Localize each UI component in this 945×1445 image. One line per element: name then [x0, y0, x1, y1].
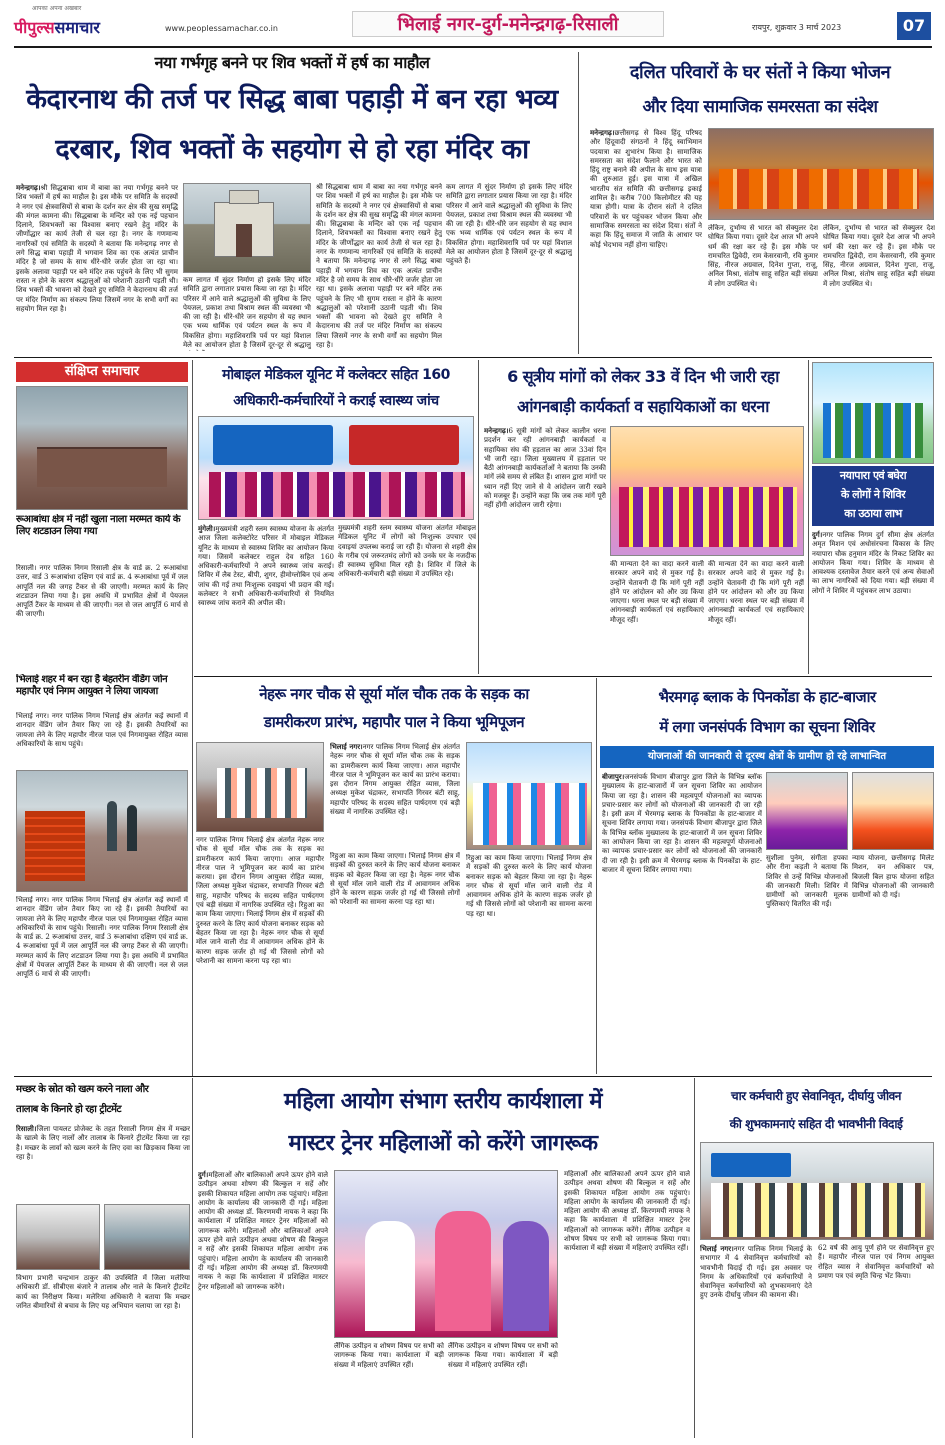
- a3-dateline: मुंगेली।: [198, 524, 216, 533]
- a1-body: [16, 183, 178, 351]
- a9-body: [700, 1244, 812, 1436]
- a8-body-col4-extra: लैंगिक उत्पीड़न व शोषण विषय पर सभी को जागरूक किया गया। कार्यशाला में बड़ी संख्या में महिलाएं उपस्थित रहीं।: [564, 1225, 690, 1253]
- a8-body-text-repeat: महिलाओं और बालिकाओं अपने ऊपर होने वाले उत्पीड़न अथवा शोषण की बिल्कुल न सहें और इसकी शिकायत महिला आयोग तक पहुंचाएं। महिला आयोग के कार्यालय की जानकारी दी गई। महिला आयोग की अध्यक्ष डॉ. किरणमयी नायक ने कहा कि कार्यशाला में प्रशिक्षित मास्टर ट्रेनर महिलाओं को जागरूक करेंगे।: [198, 1226, 328, 1291]
- a7-body2-text: सुशीला पुनेम, संगीता हपका और रीना कड़ती ने बताया कि शिविर से उन्हें विभिन्न योजनाओं की जानकारी मिली। शिविर में ग्रामीणों को जानकारी मूलक पुस्तिकाएं वितरित की गईं।: [766, 854, 848, 909]
- masthead-divider: [14, 46, 932, 48]
- city-banner: भिलाई नगर-दुर्ग-मनेन्द्रगढ़-रिसाली: [352, 11, 664, 37]
- row-divider-2: [194, 676, 932, 677]
- a9-dateline: भिलाई नगर।: [700, 1244, 734, 1253]
- page-number: 07: [897, 12, 931, 40]
- a3-title-line2: अधिकारी-कर्मचारियों ने कराई स्वास्थ्य जांच: [233, 393, 439, 409]
- column-divider: [192, 1078, 193, 1438]
- a4-protest-photo: [610, 426, 804, 556]
- brief-body-1: रिसाली। नगर पालिक निगम रिसाली क्षेत्र के वार्ड क्र. 2 रूआबांधा उत्तर, वार्ड 3 रूआबांधा दक्षिण एवं वार्ड क्र. 4 रूआबांधा पूर्व में जल आपूर्ति नल की जगह टैंकर से की जाएगी। मरम्मत कार्य के लिए शटडाउन लिया गया है। इस अवधि में प्रभावित क्षेत्रों में पेयजल आपूर्ति टैंकर के माध्यम से की जाएगी। नल से जल आपूर्ति 6 मार्च से की जाएगी।: [16, 564, 188, 619]
- a2-title-line1: दलित परिवारों के घर संतों ने किया भोजन: [629, 62, 891, 83]
- mosquito-body2-text: विभाग प्रभारी चन्द्रभान ठाकुर की उपस्थिति में जिला मलेरिया अधिकारी डॉ. सीबीएस बंजारे ने तालाब और नाले के किनारे ट्रीटमेंट कार्य का निरीक्षण किया। मलेरिया अधिकारी ने बताया कि मच्छर जनित बीमारियों से बचाव के लिए यह अभियान चलाया जा रहा है।: [16, 1274, 190, 1310]
- a7-body3-text: न्याय योजना, छत्तीसगढ़ मिलेट मिशन, वन अधिकार पत्र, बिजली बिल हाफ योजना सहित विभिन्न योजनाओं की जानकारी ग्रामीणों को दी गई।: [852, 854, 934, 900]
- a1-body-col4-text: कम लागत में सुंदर निर्माण हो इसके लिए मंदिर समिति द्वारा लगातार प्रयास किया जा रहा है। मंदिर परिसर में आने वाले श्रद्धालुओं की सुविधा के लिए पेयजल, प्रकाश तथा विश्राम स्थल की व्यवस्था भी की जा रही है। धीरे-धीरे जन सहयोग से यह स्थान एक भव्य धार्मिक एवं पर्यटन स्थल के रूप में विकसित होगा। महाशिवरात्रि पर्व पर यहां विशाल मेले का आयोजन होता है जिसमें दूर-दूर से श्रद्धालु पहुंचते हैं।: [446, 183, 572, 266]
- a1-title-line2: दरबार, शिव भक्तों के सहयोग से हो रहा मंदिर का: [55, 134, 529, 165]
- a1-body2-text: कम लागत में सुंदर निर्माण हो इसके लिए मंदिर समिति द्वारा लगातार प्रयास किया जा रहा है। मंदिर परिसर में आने वाले श्रद्धालुओं की सुविधा के लिए पेयजल, प्रकाश तथा विश्राम स्थल की व्यवस्था भी की जा रही है। धीरे-धीरे जन सहयोग से यह स्थान एक भव्य धार्मिक एवं पर्यटन स्थल के रूप में विकसित होगा। महाशिवरात्रि पर्व पर यहां विशाल मेले का आयोजन होता है जिसमें दूर-दूर से श्रद्धालु: [183, 276, 311, 350]
- a7-body-text: जनसंपर्क विभाग बीजापुर द्वारा जिले के विभिन्न ब्लॉक मुख्यालय के हाट-बाजारों में जन सूचना शिविर का आयोजन किया जा रहा है। शासन की महत्वपूर्ण योजनाओं का व्यापक प्रचार-प्रसार कर लोगों को योजनाओं की जानकारी दी जा रही है। इसी क्रम में भैरमगढ़ ब्लाक के पिनकोंडा के हाट-बाजार में सूचना शिविर लगाया गया।: [602, 773, 762, 828]
- a4-dateline: मनेन्द्रगढ़।: [484, 426, 509, 435]
- issue-date: रायपुर, शुक्रवार 3 मार्च 2023: [752, 23, 842, 32]
- a1-temple-photo: [183, 183, 311, 273]
- a6-body-col4-text: रिहुआ का काम किया जाएगा। भिलाई निगम क्षेत्र में सड़कों की दुरुस्त करने के लिए कार्य योजना बनाकर सड़क को बेहतर किया जा रहा है। नेहरू नगर चौक से सूर्या मॉल जाने वाली रोड में आवागमन अधिक होने के कारण सड़क जर्जर हो गई थी जिससे लोगों को परेशानी का सामना करना पड़ रहा था।: [466, 854, 592, 918]
- a9-body2-text: 62 वर्ष की आयु पूर्ण होने पर सेवानिवृत्त हुए हैं। महापौर नीरज पाल एवं निगम आयुक्त रोहित व्यास ने सेवानिवृत्त कर्मचारियों को प्रमाण पत्र एवं स्मृति चिन्ह भेंट किया।: [818, 1244, 934, 1280]
- a1-title-line1: केदारनाथ की तर्ज पर सिद्ध बाबा पहाड़ी में बन रहा भव्य: [26, 84, 558, 115]
- a3-body2-text: मुख्यमंत्री शहरी स्लम स्वास्थ्य योजना अंतर्गत मोबाइल मेडिकल यूनिट में लोगों को निःशुल्क उपचार एवं दवाइयां उपलब्ध कराई जा रही हैं। योजना से शहरी क्षेत्र के गरीब एवं जरूरतमंद लोगों को उनके घर के नजदीक ही स्वास्थ्य सुविधा मिल रही है। शिविर में जिले के अधिकारी-कर्मचारी बड़ी संख्या में उपस्थित रहे।: [338, 524, 476, 579]
- a4-body-text: 6 सूत्री मांगों को लेकर कालीन धरना प्रदर्शन कर रही आंगनबाड़ी कार्यकर्ता व सहायिका संघ की हड़ताल का आज 33वां दिन भी जारी रहा। जिला मुख्यालय में हड़ताल पर बैठी आंगनबाड़ी कार्यकर्ताओं ने बताया कि उनकी मांगें लंबे समय से लंबित हैं। शासन द्वारा मांगों पर ध्यान नहीं दिए जाने से वे आंदोलन जारी रखने को मजबूर हैं। उन्होंने कहा कि जब तक मांगें पूरी नहीं होंगी आंदोलन जारी रहेगा।: [484, 427, 606, 510]
- a6-body2-text: रिहुआ का काम किया जाएगा। भिलाई निगम क्षेत्र में सड़कों की दुरुस्त करने के लिए कार्य योजना बनाकर सड़क को बेहतर किया जा रहा है। नेहरू नगर चौक से सूर्या मॉल जाने वाली रोड में आवागमन अधिक होने के कारण सड़क जर्जर हो गई थी जिससे लोगों को परेशानी का सामना करना पड़ रहा था।: [330, 852, 460, 907]
- a2-body-col3: [823, 224, 935, 354]
- a8-body: [198, 1170, 328, 1436]
- a1-body-col3-text: श्री सिद्धबाबा धाम में बाबा का नया गर्भगृह बनने पर शिव भक्तों में हर्ष का माहौल है। इस मौके पर समिति के सदस्यों ने नगर एवं क्षेत्रवासियों से बाबा के दर्शन कर क्षेत्र की सुख समृद्धि की मंगल कामना की। सिद्धबाबा के मन्दिर को एक नई पहचान दिलाने, शिवभक्तों का विश्वास बनाए रखने हेतु मंदिर के जीर्णोद्धार का कार्य तेजी से चल रहा है। नगर के गणमान्य नागरिकों एवं समिति के सदस्यों ने बताया कि मनेन्द्रगढ़ नगर से लगे सिद्ध बाबा पहाड़ी में भगवान शिव का एक अत्यंत प्राचीन मंदिर है जो समय के साथ धीरे-धीरे जर्जर होता जा रहा था। इसके अलावा पहाड़ी पर बने मंदिर तक पहुंचने के लिए भी सुगम रास्ता न होने के कारण श्रद्धालुओं को परेशानी उठानी पड़ती थी। शिव भक्तों की भावना को देखते हुए समिति ने केदारनाथ की तर्ज पर मंदिर निर्माण का संकल्प लिया जिसमें नगर के सभी वर्गों का सहयोग मिल रहा है।: [316, 183, 442, 350]
- a3-title-line1: मोबाइल मेडिकल यूनिट में कलेक्टर सहित 160: [222, 367, 450, 383]
- a8-body2-text: लैंगिक उत्पीड़न व शोषण विषय पर सभी को जागरूक किया गया। कार्यशाला में बड़ी संख्या में महिलाएं उपस्थित रहीं।: [334, 1342, 444, 1369]
- a1-body-continued: [183, 276, 311, 351]
- a3-body: [198, 524, 334, 672]
- row-divider-3: [14, 1076, 932, 1077]
- a6-body-col3: [330, 852, 460, 1072]
- a5-body-text: नगर पालिक निगम दुर्ग सीमा क्षेत्र अंतर्गत अमृत मिशन एवं अधोसंरचना विकास के लिए नयापारा चौक हनुमान मंदिर के निकट शिविर का आयोजन किया गया। शिविर के माध्यम से आवश्यक दस्तावेज तैयार करने एवं अन्य सेवाओं का लाभ नागरिकों को दिया गया। बड़ी संख्या में लोगों ने शिविर में पहुंचकर लाभ उठाया।: [812, 531, 934, 595]
- brief-body-1-cont-text: रिसाली। नगर पालिक निगम रिसाली क्षेत्र के वार्ड क्र. 2 रूआबांधा उत्तर, वार्ड 3 रूआबांधा दक्षिण एवं वार्ड क्र. 4 रूआबांधा पूर्व में जल आपूर्ति नल की जगह टैंकर से की जाएगी। मरम्मत कार्य के लिए शटडाउन लिया गया है। इस अवधि में प्रभावित क्षेत्रों में पेयजल आपूर्ति टैंकर के माध्यम से की जाएगी। नल से जल आपूर्ति 6 मार्च से की जाएगी।: [16, 923, 188, 979]
- brief-news-label: संक्षिप्त समाचार: [16, 362, 188, 382]
- a6-title-line1: नेहरू नगर चौक से सूर्या मॉल चौक तक के सड़क का: [259, 685, 529, 703]
- a2-dateline: मनेन्द्रगढ़।: [590, 128, 615, 137]
- a8-body-col4: [564, 1170, 690, 1436]
- column-divider: [578, 52, 579, 354]
- column-divider: [808, 360, 809, 674]
- a1-body-col4: [446, 183, 572, 351]
- mosquito-body-continued: [16, 1274, 190, 1434]
- mosquito-body: [16, 1124, 190, 1200]
- a6-body-col2: [330, 742, 460, 848]
- a4-body-col3-text: की मान्यता देने का वादा करने वाली सरकार अपने वादे से मुकर गई है। उन्होंने चेतावनी दी कि मांगें पूरी नहीं होने पर आंदोलन को और उग्र किया जाएगा। धरना स्थल पर बड़ी संख्या में आंगनबाड़ी कार्यकर्ता एवं सहायिकाएं मौजूद रहीं।: [708, 560, 804, 624]
- a6-dateline: भिलाई नगर।: [330, 742, 363, 751]
- a4-title-line2: आंगनबाड़ी कार्यकर्ता व सहायिकाओं का धरना: [517, 397, 769, 416]
- a2-body-col3-text: लेकिन, दुर्भाग्य से भारत को सेक्युलर देश घोषित किया गया। दूसरे देश आज भी अपने धर्म की रक्षा कर रहे हैं। इस मौके पर रामचरित द्विवेदी, राम केसरवानी, रवि कुमार सिंह, नीरज अग्रवाल, दिनेश गुप्ता, राजू, अनिल मिश्रा, संतोष साहू सहित बड़ी संख्या में लोग उपस्थित थे।: [823, 224, 935, 288]
- a4-body-col2: [610, 560, 704, 672]
- a8-dateline: दुर्ग।: [198, 1170, 209, 1179]
- a6-body-text: नगर पालिक निगम भिलाई क्षेत्र अंतर्गत नेहरू नगर चौक से सूर्या मॉल चौक तक के सड़क का डामरीकरण कार्य किया जाएगा। आज महापौर नीरज पाल ने भूमिपूजन कर कार्य का प्रारंभ कराया। इस दौरान निगम आयुक्त रोहित व्यास, जिला अध्यक्ष मुकेश चंद्राकर, सभापति गिरवर बंटी साहू, महापौर परिषद के सदस्य सहित पार्षदगण एवं बड़ी संख्या में नागरिक उपस्थित रहे।: [330, 743, 460, 817]
- mosquito-dateline: रिसाली।: [16, 1124, 37, 1133]
- a4-title-line1: 6 सूत्रीय मांगों को लेकर 33 वें दिन भी जारी रहा: [507, 367, 779, 386]
- a5-title-line1: नयापारा एवं बघेरा: [839, 469, 907, 482]
- column-divider: [478, 360, 479, 674]
- a8-lamp-lighting-photo: [334, 1170, 558, 1338]
- a9-title-line2: की शुभकामनाएं सहित दी भावभीनी विदाई: [729, 1117, 903, 1131]
- logo-right: समाचार: [54, 18, 100, 37]
- a7-body-col2: [766, 854, 848, 1072]
- a5-title-line2: के लोगों ने शिविर: [840, 488, 906, 501]
- a7-body-col3: [852, 854, 934, 1072]
- a7-camp-photo-2: [852, 772, 934, 850]
- a1-body-col3: [316, 183, 442, 351]
- a4-body: [484, 426, 606, 672]
- a6-body-col4: [466, 854, 592, 1072]
- column-divider: [192, 360, 193, 1076]
- a7-title-line2: में लगा जनसंपर्क विभाग का सूचना शिविर: [659, 718, 875, 736]
- brief-body-2-continued: [16, 896, 188, 1072]
- a5-dateline: दुर्ग।: [812, 530, 823, 539]
- a3-body-col2: [338, 524, 476, 672]
- website-url[interactable]: www.peoplessamachar.co.in: [165, 24, 278, 33]
- a1-dateline: मनेन्द्रगढ़।: [16, 183, 41, 192]
- a2-body-text: छत्तीसगढ़ से विश्व हिंदू परिषद और हिंदूवादी संगठनों ने हिंदू स्वाभिमान पदयात्रा का शुभारंभ किया है। सामाजिक समरसता का संदेश फैलाने और भारत को हिंदू राष्ट्र बनाने की अपील के साथ इस यात्रा की शुरुआत हुई। इस यात्रा में अखिल भारतीय संत समिति की छत्तीसगढ़ इकाई शामिल है। करीब 700 किलोमीटर की यह यात्रा होगी। यात्रा के दौरान संतों ने दलित परिवारों के घर पहुंचकर भोजन किया और सामाजिक समरसता का संदेश दिया। संतों ने कहा कि हिंदू समाज में जाति के आधार पर कोई भेदभाव नहीं होना चाहिए।: [590, 129, 702, 249]
- a7-title-line1: भैरमगढ़ ब्लाक के पिनकोंडा के हाट-बाजार: [658, 688, 876, 706]
- a6-body-col1-text: नगर पालिक निगम भिलाई क्षेत्र अंतर्गत नेहरू नगर चौक से सूर्या मॉल चौक तक के सड़क का डामरीकरण कार्य किया जाएगा। आज महापौर नीरज पाल ने भूमिपूजन कर कार्य का प्रारंभ कराया। इस दौरान निगम आयुक्त रोहित व्यास, जिला अध्यक्ष मुकेश चंद्राकर, सभापति गिरवर बंटी साहू, महापौर परिषद के सदस्य सहित पार्षदगण एवं बड़ी संख्या में नागरिक उपस्थित रहे।: [196, 836, 324, 910]
- a8-title-line1: महिला आयोग संभाग स्तरीय कार्यशाला में: [283, 1089, 603, 1114]
- a7-body: [602, 772, 762, 1072]
- brief-body-2-cont-text: भिलाई नगर। नगर पालिक निगम भिलाई क्षेत्र अंतर्गत कई स्थानों में शानदार वेंडिंग जोन तैयार किए जा रहे हैं। इसकी तैयारियों का जायजा लेने के लिए महापौर नीरज पाल एवं निगमायुक्त रोहित व्यास अधिकारियों के साथ पहुंचे।: [16, 896, 188, 932]
- a8-title-line2: मास्टर ट्रेनर महिलाओं को करेंगे जागरूक: [288, 1131, 598, 1156]
- brief-headline-2: भिलाई शहर में बन रहा है बेहतरीन वेंडिंग जोन महापौर एवं निगम आयुक्त ने लिया जायजा: [16, 674, 168, 697]
- mosquito-photo-2: [104, 1204, 190, 1270]
- a6-body: [196, 836, 324, 1072]
- a5-title-line3: का उठाया लाभ: [844, 507, 902, 520]
- a7-dateline: बीजापुर।: [602, 772, 625, 781]
- a8-body-col3-text: लैंगिक उत्पीड़न व शोषण विषय पर सभी को जागरूक किया गया। कार्यशाला में बड़ी संख्या में महिलाएं उपस्थित रहीं।: [448, 1342, 558, 1369]
- masthead-tagline: आपका अपना अखबार: [32, 5, 82, 12]
- a1-kicker: नया गर्भगृह बनने पर शिव भक्तों में हर्ष का माहौल: [154, 53, 430, 72]
- a3-body-text: मुख्यमंत्री शहरी स्लम स्वास्थ्य योजना के अंतर्गत आज जिला कलेक्टोरेट परिसर में मोबाइल मेडिकल यूनिट के माध्यम से स्वास्थ्य शिविर का आयोजन किया गया। जिसमें कलेक्टर राहुल देव सहित 160 अधिकारी-कर्मचारियों ने अपने स्वास्थ्य जांच कराई। शिविर में लैब टेस्ट, बीपी, शुगर, हीमोग्लोबिन एवं अन्य जांच की गई तथा निःशुल्क दवाइयां भी प्रदान की गईं। कलेक्टर ने सभी अधिकारी-कर्मचारियों से नियमित स्वास्थ्य जांच कराने की अपील की।: [198, 525, 334, 608]
- a8-body-col3: [448, 1342, 558, 1436]
- mosquito-body-text: जिला पायलट प्रोजेक्ट के तहत रिसाली निगम क्षेत्र में मच्छर के खात्मे के लिए नालों और तालाब के किनारे ट्रीटमेंट किया जा रहा है। मच्छर के लार्वा को खत्म करने के लिए दवा का छिड़काव किया जा रहा है।: [16, 1125, 190, 1161]
- brief-body-2: भिलाई नगर। नगर पालिक निगम भिलाई क्षेत्र अंतर्गत कई स्थानों में शानदार वेंडिंग जोन तैयार किए जा रहे हैं। इसकी तैयारियों का जायजा लेने के लिए महापौर नीरज पाल एवं निगमायुक्त रोहित व्यास अधिकारियों के साथ पहुंचे।: [16, 712, 188, 748]
- a6-title-line2: डामरीकरण प्रारंभ, महापौर पाल ने किया भूमिपूजन: [263, 713, 525, 731]
- a6-groundbreaking-photo: [466, 742, 592, 850]
- mosquito-title-line1: मच्छर के स्रोत को खत्म करने नाला और: [16, 1084, 149, 1095]
- a7-body-text-repeat: जनसंपर्क विभाग बीजापुर द्वारा जिले के विभिन्न ब्लॉक मुख्यालय के हाट-बाजारों में जन सूचना शिविर का आयोजन किया जा रहा है। शासन की महत्वपूर्ण योजनाओं का व्यापक प्रचार-प्रसार कर लोगों को योजनाओं की जानकारी दी जा रही है। इसी क्रम में भैरमगढ़ ब्लाक के पिनकोंडा के हाट-बाजार में सूचना शिविर लगाया गया।: [602, 819, 762, 874]
- newspaper-logo[interactable]: [14, 16, 100, 38]
- a9-farewell-photo: [700, 1142, 934, 1240]
- a5-camp-photo: [812, 362, 934, 464]
- a2-title-line2: और दिया सामाजिक समरसता का संदेश: [642, 97, 878, 117]
- a2-body2-text: लेकिन, दुर्भाग्य से भारत को सेक्युलर देश घोषित किया गया। दूसरे देश आज भी अपने धर्म की रक्षा कर रहे हैं। इस मौके पर रामचरित द्विवेदी, राम केसरवानी, रवि कुमार सिंह, नीरज अग्रवाल, दिनेश गुप्ता, राजू, अनिल मिश्रा, संतोष साहू सहित बड़ी संख्या में लोग उपस्थित थे।: [708, 224, 818, 288]
- brief-drain-photo: [16, 386, 188, 510]
- a9-body-text: नगर पालिक निगम भिलाई के सभागार में 4 सेवानिवृत्त कर्मचारियों को भावभीनी विदाई दी गई। इस अवसर पर निगम के अधिकारियों एवं कर्मचारियों ने सेवानिवृत्त कर्मचारियों को शुभकामनाएं देते हुए उनके दीर्घायु जीवन की कामना की।: [700, 1245, 812, 1300]
- brief-vending-photo: [16, 770, 188, 892]
- a6-body-col1-extra: रिहुआ का काम किया जाएगा। भिलाई निगम क्षेत्र में सड़कों की दुरुस्त करने के लिए कार्य योजना बनाकर सड़क को बेहतर किया जा रहा है। नेहरू नगर चौक से सूर्या मॉल जाने वाली रोड में आवागमन अधिक होने के कारण सड़क जर्जर हो गई थी जिससे लोगों को परेशानी का सामना करना पड़ रहा था।: [196, 901, 324, 965]
- mosquito-photo-1: [16, 1204, 100, 1270]
- a4-body2-text: की मान्यता देने का वादा करने वाली सरकार अपने वादे से मुकर गई है। उन्होंने चेतावनी दी कि मांगें पूरी नहीं होने पर आंदोलन को और उग्र किया जाएगा। धरना स्थल पर बड़ी संख्या में आंगनबाड़ी कार्यकर्ता एवं सहायिकाएं मौजूद रहीं।: [610, 560, 704, 624]
- a1-body-text: श्री सिद्धबाबा धाम में बाबा का नया गर्भगृह बनने पर शिव भक्तों में हर्ष का माहौल है। इस मौके पर समिति के सदस्यों ने नगर एवं क्षेत्रवासियों से बाबा के दर्शन कर क्षेत्र की सुख समृद्धि की मंगल कामना की। सिद्धबाबा के मन्दिर को एक नई पहचान दिलाने, शिवभक्तों का विश्वास बनाए रखने हेतु मंदिर के जीर्णोद्धार का कार्य तेजी से चल रहा है। नगर के गणमान्य नागरिकों एवं समिति के सदस्यों ने बताया कि मनेन्द्रगढ़ नगर से लगे सिद्ध बाबा पहाड़ी में भगवान शिव का एक अत्यंत प्राचीन मंदिर है जो समय के साथ धीरे-धीरे जर्जर होता जा रहा था। इसके अलावा पहाड़ी पर बने मंदिर तक पहुंचने के लिए भी सुगम रास्ता न होने के कारण श्रद्धालुओं को परेशानी उठानी पड़ती थी। शिव भक्तों की भावना को देखते हुए समिति ने केदारनाथ की तर्ज पर मंदिर निर्माण का संकल्प लिया जिसमें नगर के सभी वर्गों का सहयोग मिल रहा है।: [16, 184, 178, 313]
- a9-title-line1: चार कर्मचारी हुए सेवानिवृत, दीर्घायु जीवन: [731, 1089, 901, 1103]
- a8-body-col4-text: महिलाओं और बालिकाओं अपने ऊपर होने वाले उत्पीड़न अथवा शोषण की बिल्कुल न सहें और इसकी शिकायत महिला आयोग तक पहुंचाएं। महिला आयोग के कार्यालय की जानकारी दी गई। महिला आयोग की अध्यक्ष डॉ. किरणमयी नायक ने कहा कि कार्यशाला में प्रशिक्षित मास्टर ट्रेनर महिलाओं को जागरूक करेंगे।: [564, 1170, 690, 1234]
- a2-body-col2: [708, 224, 818, 354]
- a2-body: [590, 128, 702, 354]
- column-divider: [694, 1078, 695, 1438]
- a8-body-text: महिलाओं और बालिकाओं अपने ऊपर होने वाले उत्पीड़न अथवा शोषण की बिल्कुल न सहें और इसकी शिकायत महिला आयोग तक पहुंचाएं। महिला आयोग के कार्यालय की जानकारी दी गई। महिला आयोग की अध्यक्ष डॉ. किरणमयी नायक ने कहा कि कार्यशाला में प्रशिक्षित मास्टर ट्रेनर महिलाओं को जागरूक करेंगे।: [198, 1171, 328, 1235]
- logo-left: पीपुल्स: [14, 18, 55, 37]
- a4-body-col3: [708, 560, 804, 672]
- column-divider: [596, 678, 597, 1074]
- a5-body: [812, 530, 934, 672]
- brief-headline-1: रूआबांधा क्षेत्र में नहीं खुला नाला मरम्मत कार्य के लिए शटडाउन लिया गया: [16, 514, 181, 537]
- a3-health-camp-photo: [198, 416, 474, 520]
- a6-groundbreaking-photo-small: [196, 742, 324, 832]
- a7-camp-photo-1: [766, 772, 848, 850]
- row-divider-1: [14, 357, 932, 358]
- mosquito-title-line2: तालाब के किनारे हो रहा ट्रीटमेंट: [16, 1104, 122, 1115]
- a9-body-col2: [818, 1244, 934, 1436]
- a2-saints-photo: [708, 128, 934, 220]
- a7-subheading: योजनाओं की जानकारी से दूरस्थ क्षेत्रों के ग्रामीण हो रहे लाभान्वित: [600, 746, 934, 768]
- a5-title-box: [812, 466, 934, 526]
- a8-body-col2: [334, 1342, 444, 1436]
